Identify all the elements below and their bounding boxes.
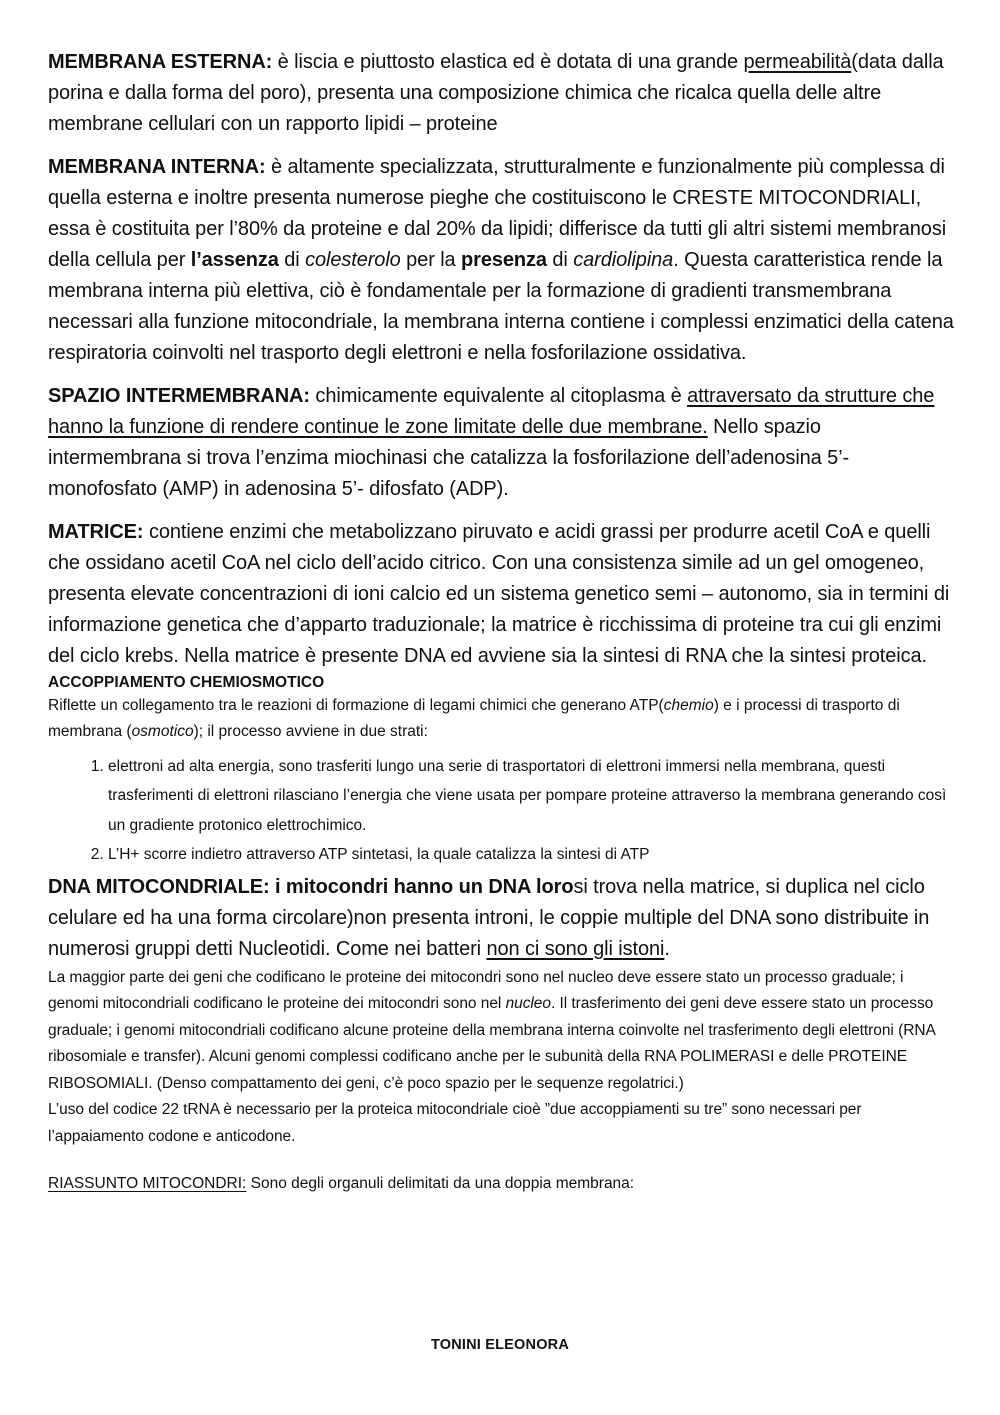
text: per la (400, 249, 462, 271)
italic-text: chemio (663, 697, 714, 714)
underlined-text: attraversato da strutture che hanno la funzione di rendere continue le zone limitate delle due membrane. (48, 385, 935, 438)
text: di (546, 249, 574, 271)
underlined-text: non ci sono gli istoni (486, 937, 665, 960)
paragraph-geni (48, 965, 954, 1098)
bold-text: presenza (461, 249, 547, 271)
italic-text: nucleo (505, 995, 551, 1013)
text: Nello spazio intermembrana si trova l’enzima miochinasi che catalizza la fosforilazione dell’adenosina 5’- monofosfato (AMP) in adenosina 5’- difosfato (ADP). (48, 416, 850, 500)
heading-membrana-interna: MEMBRANA INTERNA: (48, 156, 266, 178)
text: Sono degli organuli delimitati da una doppia membrana: (246, 1175, 635, 1193)
paragraph-matrice (48, 517, 954, 672)
text: ); il processo avviene in due strati: (193, 723, 428, 741)
bold-text: l’assenza (190, 249, 279, 271)
text: di (278, 249, 306, 271)
numbered-list (48, 752, 954, 870)
text: chimicamente equivalente al citoplasma è (309, 385, 688, 407)
paragraph-accoppiamento (48, 693, 954, 746)
text: . (664, 937, 670, 960)
italic-text: osmotico (131, 723, 194, 741)
italic-text: cardiolipina (573, 249, 674, 271)
document-body (48, 47, 954, 1196)
text: . Il trasferimento dei geni deve essere stato un processo graduale; i genomi mitocondriali codificano alcune proteine della membrana interna coinvolte nel trasferimento degli elettroni (RNA ribosomiale e transfer). Alcuni genomi complessi codificano anche per le subunità della RNA POLIMERASI e delle PROTEINE RIBOSOMIALI. (Denso compattamento dei geni, c’è poco spazio per le sequenze regolatrici.) (48, 995, 935, 1092)
heading-riassunto: RIASSUNTO MITOCONDRI: (48, 1175, 247, 1193)
text: è altamente specializzata, strutturalmente e funzionalmente più complessa di quella esterna e inoltre presenta numerose pieghe che costituiscono le CRESTE MITOCONDRIALI, essa è costituita per l’80% da proteine e dal 20% da lipidi; differisce da tutti gli altri sistemi membranosi della cellula per (48, 156, 947, 271)
text: contiene enzimi che metabolizzano piruvato e acidi grassi per produrre acetil CoA e quelli che ossidano acetil CoA nel ciclo dell’acido citrico. Con una consistenza simile ad un gel omogeneo, presenta elevate concentrazioni di ioni calcio ed un sistema genetico semi – autonomo, sia in termini di informazione genetica che d’apparto traduzionale; la matrice è ricchissima di proteine tra cui gli enzimi del ciclo krebs. Nella matrice è presente DNA ed avviene sia la sintesi di RNA che la sintesi proteica. (48, 521, 950, 667)
text: è liscia e piuttosto elastica ed è dotata di una grande (272, 51, 744, 73)
list-item: 1. elettroni ad alta energia, sono trasferiti lungo una serie di trasportatori di elettroni immersi nella membrana, questi trasferimenti di elettroni rilasciano l’energia che viene usata per pompare proteine attraverso la membrana generando così un gradiente protonico elettrochimico. (108, 752, 954, 841)
heading-spazio-intermembrana: SPAZIO INTERMEMBRANA: (48, 385, 310, 407)
paragraph-spazio-intermembrana (48, 381, 954, 505)
paragraph-membrana-esterna (48, 47, 954, 140)
heading-matrice: MATRICE: (48, 521, 144, 543)
text: La maggior parte dei geni che codificano le proteine dei mitocondri sono nel nucleo deve essere stato un processo graduale; i genomi mitocondriali codificano le proteine dei mitocondri sono nel (48, 968, 904, 1013)
paragraph-trna: L’uso del codice 22 tRNA è necessario per la proteica mitocondriale cioè ”due accoppiamenti su tre” sono necessari per l’appaiamento codone e anticodone. (48, 1101, 862, 1145)
paragraph-dna-mitocondriale (48, 872, 954, 965)
footer-author: TONINI ELEONORA (430, 1337, 570, 1353)
underlined-text: permeabilità (743, 51, 852, 73)
text: ) e i processi di trasporto di membrana ( (48, 697, 900, 741)
heading-accoppiamento-chemiosmotico: ACCOPPIAMENTO CHEMIOSMOTICO (48, 674, 325, 691)
paragraph-membrana-interna (48, 152, 954, 369)
text: (data dalla porina e dalla forma del poro), presenta una composizione chimica che ricalca quella delle altre membrane cellulari con un rapporto lipidi – proteine (48, 51, 944, 135)
text: si trova nella matrice, si duplica nel ciclo celulare ed ha una forma circolare)non presenta introni, le coppie multiple del DNA sono distribuite in numerosi gruppi detti Nucleotidi. Come nei batteri (48, 875, 930, 960)
text: Riflette un collegamento tra le reazioni di formazione di legami chimici che generano ATP( (48, 697, 664, 714)
italic-text: colesterolo (305, 249, 401, 271)
paragraph-riassunto (48, 1172, 954, 1196)
heading-membrana-esterna: MEMBRANA ESTERNA: (48, 51, 273, 73)
heading-dna-mitocondriale: DNA MITOCONDRIALE: i mitocondri hanno un DNA loro (48, 875, 574, 898)
list-item: 2. L’H+ scorre indietro attraverso ATP sintetasi, la quale catalizza la sintesi di ATP (108, 840, 954, 870)
text: . Questa caratteristica rende la membrana interna più elettiva, ciò è fondamentale per la formazione di gradienti transmembrana necessari alla funzione mitocondriale, la membrana interna contiene i complessi enzimatici della catena respiratoria coinvolti nel trasporto degli elettroni e nella fosforilazione ossidativa. (48, 249, 954, 364)
